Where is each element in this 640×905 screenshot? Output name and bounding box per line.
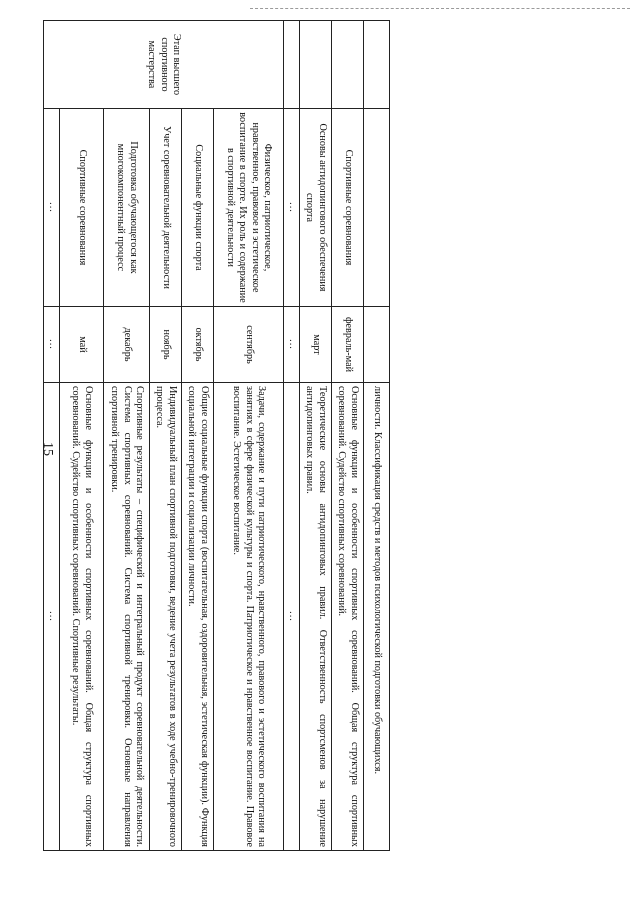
topic-cell: Основы антидопингового обеспечения спорта xyxy=(300,109,332,307)
content-cell: Общие социальные функции спорта (воспитательная, оздоровительная, эстетическая функции). Функция социальной интеграции и социализации личности. xyxy=(182,383,214,851)
stage-cell-empty xyxy=(364,21,390,109)
table-row xyxy=(182,21,214,851)
content-cell: Теоретические основы антидопинговых правил. Ответственность спортсменов за нарушение антидопинговых правил. xyxy=(300,383,332,851)
month-cell: октябрь xyxy=(182,307,214,383)
topic-cell: Социальные функции спорта xyxy=(182,109,214,307)
ellipsis-cell: ... xyxy=(44,109,60,307)
topic-cell: Спортивные соревнования xyxy=(332,109,364,307)
table-row xyxy=(364,21,390,851)
stage-cell-empty xyxy=(284,21,300,109)
month-cell xyxy=(364,307,390,383)
topic-cell xyxy=(364,109,390,307)
month-cell: февраль-май xyxy=(332,307,364,383)
stage-cell-empty xyxy=(332,21,364,109)
content-cell: Индивидуальный план спортивной подготовки, ведение учета результатов в ходе учебно-тренировочного процесса. xyxy=(150,383,182,851)
curriculum-table xyxy=(43,20,390,851)
ellipsis-cell: ... xyxy=(284,383,300,851)
table-row xyxy=(104,21,150,851)
content-cell: Задачи, содержание и пути патриотического, нравственного, правового и эстетического воспитания на занятиях в сфере физической культуры и спорта. Патриотическое и нравственное воспитание. Правовое воспитание. Эстетическое воспитание. xyxy=(214,383,284,851)
month-cell: сентябрь xyxy=(214,307,284,383)
table-row xyxy=(284,21,300,851)
stage-cell-empty xyxy=(300,21,332,109)
ellipsis-cell: ... xyxy=(44,383,60,851)
ellipsis-cell: ... xyxy=(284,109,300,307)
ellipsis-cell: ... xyxy=(284,307,300,383)
content-cell: Основные функции и особенности спортивных соревнований. Общая структура спортивных соревнований. Судейство спортивных соревнований. Спортивные результаты. xyxy=(60,383,104,851)
stage-cell: Этап высшего спортивного мастерства xyxy=(44,21,284,109)
content-cell: Основные функции и особенности спортивных соревнований. Общая структура спортивных соревнований. Судейство спортивных соревнований. xyxy=(332,383,364,851)
topic-cell: Спортивные соревнования xyxy=(60,109,104,307)
month-cell: март xyxy=(300,307,332,383)
scan-edge-line xyxy=(250,8,630,9)
table-row xyxy=(332,21,364,851)
table-row xyxy=(44,21,60,851)
topic-cell: Физическое, патриотическое, нравственное, правовое и эстетическое воспитание в спорте. Их роль и содержание в спортивной деятельности xyxy=(214,109,284,307)
month-cell: май xyxy=(60,307,104,383)
ellipsis-cell: ... xyxy=(44,307,60,383)
month-cell: декабрь xyxy=(104,307,150,383)
page-number: 15 xyxy=(40,442,55,456)
table-row xyxy=(60,21,104,851)
table-row xyxy=(300,21,332,851)
content-cell: личности. Классификация средств и методов психологической подготовки обучающихся. xyxy=(364,383,390,851)
table-row xyxy=(150,21,182,851)
content-cell: Спортивные результаты – специфический и интегральный продукт соревновательной деятельности. Система спортивных соревнований. Система спортивной тренировки. Основные направления спортивной тренировки. xyxy=(104,383,150,851)
topic-cell: Учет соревновательной деятельности xyxy=(150,109,182,307)
topic-cell: Подготовка обучающегося как многокомпонентный процесс xyxy=(104,109,150,307)
month-cell: ноябрь xyxy=(150,307,182,383)
table-row xyxy=(214,21,284,851)
